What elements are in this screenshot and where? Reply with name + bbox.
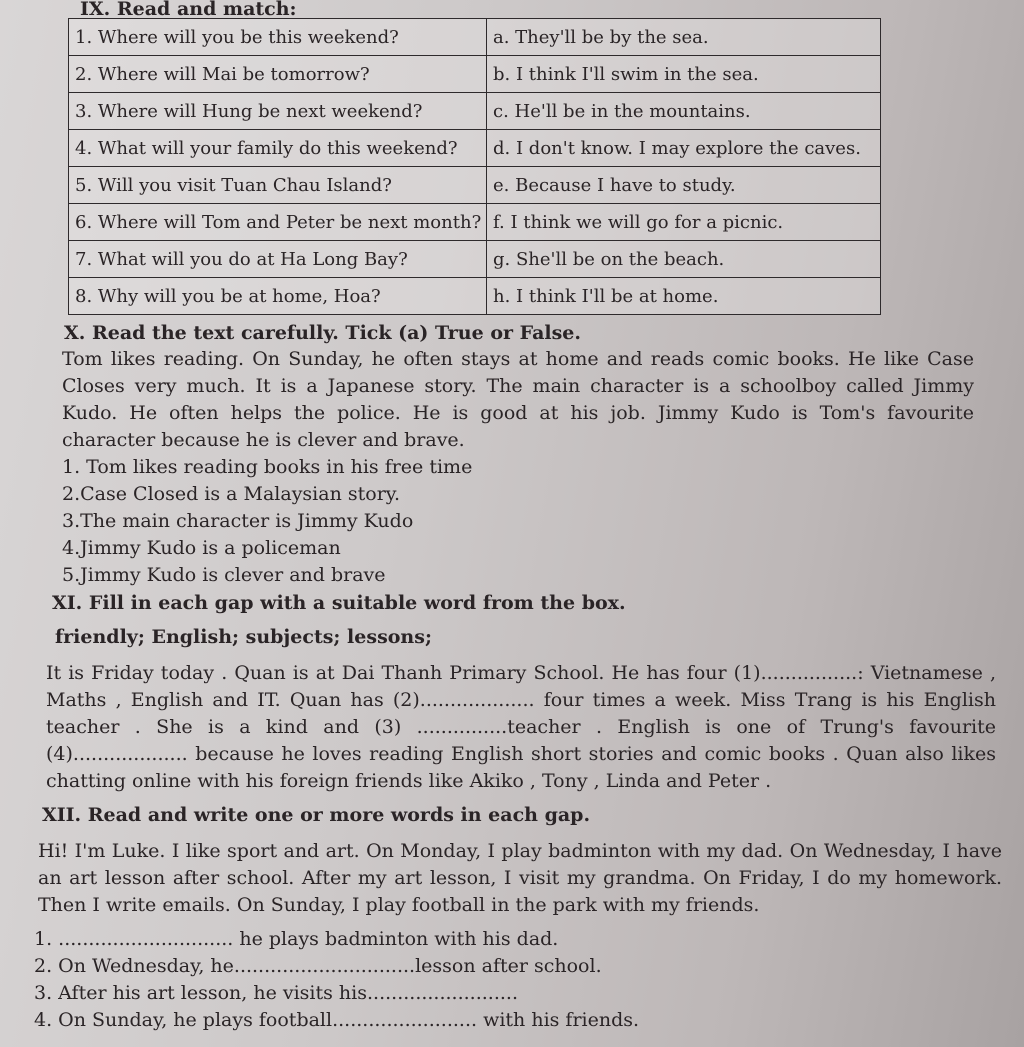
question-cell: 7. What will you do at Ha Long Bay? xyxy=(69,241,487,278)
table-row xyxy=(69,241,881,278)
section-12-passage: Hi! I'm Luke. I like sport and art. On Monday, I play badminton with my dad. On Wednesday, I have an art lesson after school. After my art lesson, I visit my grandma. On Friday, I do my homework. Then I write emails. On Sunday, I play football in the park with my friends. xyxy=(38,840,1002,916)
list-item: 1. Tom likes reading books in his free time xyxy=(62,456,473,478)
section-11-heading: XI. Fill in each gap with a suitable word from the box. xyxy=(52,592,626,614)
list-item: 4. On Sunday, he plays football........................ with his friends. xyxy=(34,1009,640,1031)
question-cell: 8. Why will you be at home, Hoa? xyxy=(69,278,487,315)
list-item: 3. After his art lesson, he visits his......................... xyxy=(34,982,518,1004)
answer-cell: f. I think we will go for a picnic. xyxy=(487,204,881,241)
list-item: 3.The main character is Jimmy Kudo xyxy=(62,510,414,532)
list-item: 4.Jimmy Kudo is a policeman xyxy=(62,537,341,559)
answer-cell: a. They'll be by the sea. xyxy=(487,19,881,56)
question-cell: 5. Will you visit Tuan Chau Island? xyxy=(69,167,487,204)
table-row xyxy=(69,278,881,315)
section-12-heading: XII. Read and write one or more words in each gap. xyxy=(42,804,591,826)
question-cell: 6. Where will Tom and Peter be next month? xyxy=(69,204,487,241)
match-table xyxy=(68,18,881,315)
section-12-questions xyxy=(34,926,639,1034)
answer-cell: g. She'll be on the beach. xyxy=(487,241,881,278)
table-row xyxy=(69,93,881,130)
answer-cell: d. I don't know. I may explore the caves. xyxy=(487,130,881,167)
section-9-heading: IX. Read and match: xyxy=(80,0,297,20)
question-cell: 3. Where will Hung be next weekend? xyxy=(69,93,487,130)
table-row xyxy=(69,56,881,93)
table-row xyxy=(69,204,881,241)
table-row xyxy=(69,130,881,167)
question-cell: 2. Where will Mai be tomorrow? xyxy=(69,56,487,93)
table-row xyxy=(69,167,881,204)
answer-cell: b. I think I'll swim in the sea. xyxy=(487,56,881,93)
question-cell: 4. What will your family do this weekend? xyxy=(69,130,487,167)
section-11-passage: It is Friday today . Quan is at Dai Thanh Primary School. He has four (1)................: Vietnamese , Maths , English and IT. Quan has (2)................... four times a week. Miss Trang is his English teacher . She is a kind and (3) ...............teacher . English is one of Trung's favourite (4)................... because he loves reading English short stories and comic books . Quan also likes chatting online with his foreign friends like Akiko , Tony , Linda and Peter . xyxy=(46,662,996,792)
list-item: 5.Jimmy Kudo is clever and brave xyxy=(62,564,386,586)
list-item: 2.Case Closed is a Malaysian story. xyxy=(62,483,401,505)
answer-cell: h. I think I'll be at home. xyxy=(487,278,881,315)
list-item: 1. ............................. he plays badminton with his dad. xyxy=(34,928,559,950)
answer-cell: c. He'll be in the mountains. xyxy=(487,93,881,130)
word-box: friendly; English; subjects; lessons; xyxy=(55,626,432,648)
answer-cell: e. Because I have to study. xyxy=(487,167,881,204)
table-row xyxy=(69,19,881,56)
section-10-heading: X. Read the text carefully. Tick (a) True or False. xyxy=(64,322,581,344)
list-item: 2. On Wednesday, he..............................lesson after school. xyxy=(34,955,602,977)
question-cell: 1. Where will you be this weekend? xyxy=(69,19,487,56)
section-10-passage: Tom likes reading. On Sunday, he often stays at home and reads comic books. He like Case Closes very much. It is a Japanese story. The main character is a schoolboy called Jimmy Kudo. He often helps the police. He is good at his job. Jimmy Kudo is Tom's favourite character because he is clever and brave. xyxy=(62,348,974,451)
section-10-statements xyxy=(62,454,472,589)
